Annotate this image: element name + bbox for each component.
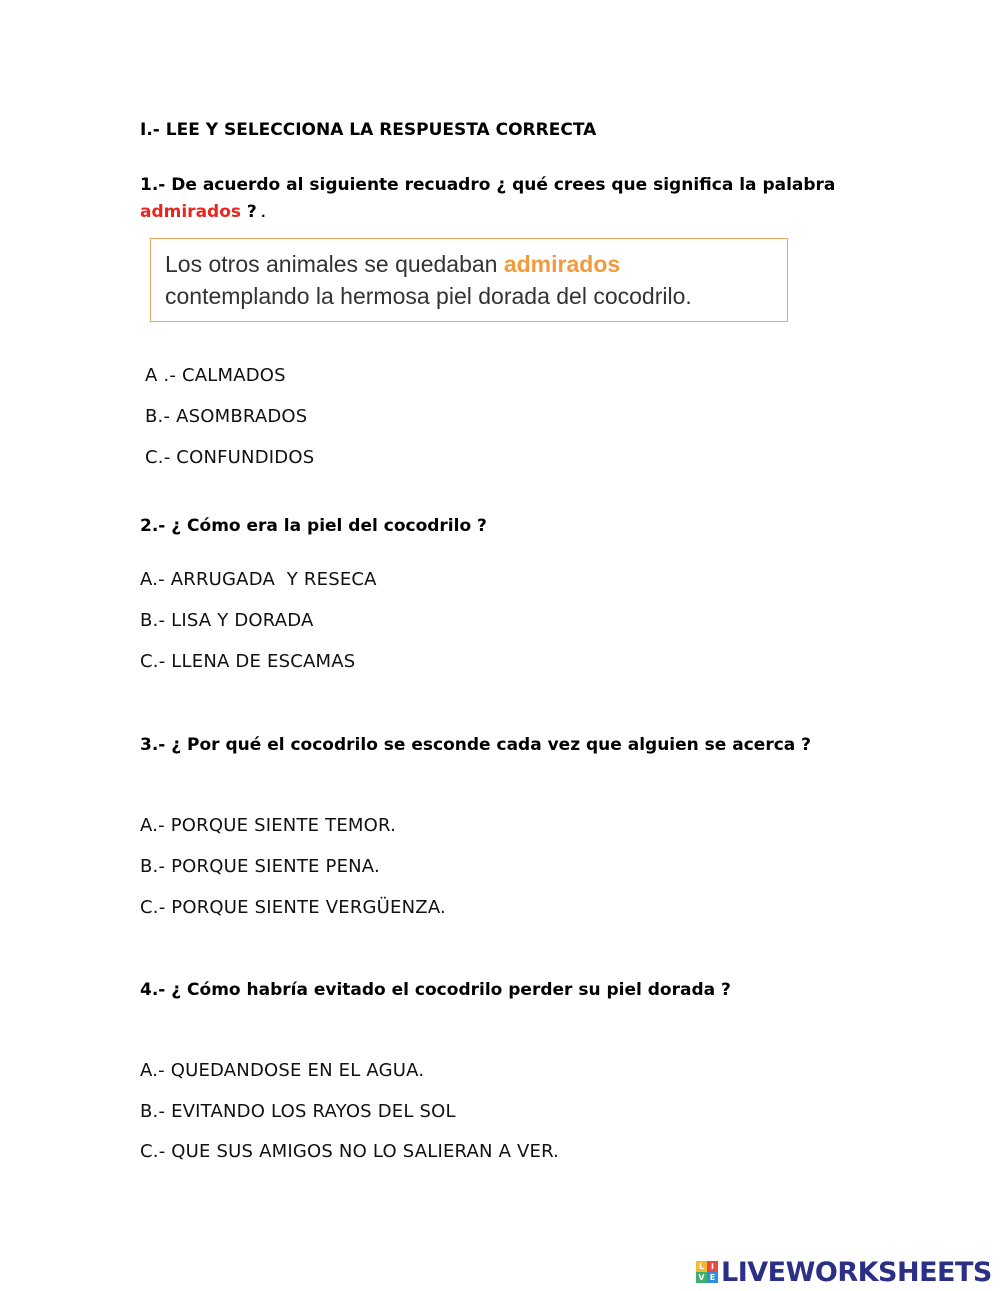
q3-option-c[interactable]: C.- PORQUE SIENTE VERGÜENZA.: [140, 897, 446, 918]
q3-option-a[interactable]: A.- PORQUE SIENTE TEMOR.: [140, 815, 397, 836]
q4-option-b[interactable]: B.- EVITANDO LOS RAYOS DEL SOL: [140, 1101, 456, 1122]
q1-option-a[interactable]: A .- CALMADOS: [145, 365, 286, 386]
q4-option-c[interactable]: C.- QUE SUS AMIGOS NO LO SALIERAN A VER.: [140, 1141, 560, 1162]
question-1-text: 1.- De acuerdo al siguiente recuadro ¿ qué crees que significa la palabra: [140, 175, 836, 195]
q2-option-c[interactable]: C.- LLENA DE ESCAMAS: [140, 651, 356, 672]
q3-option-b[interactable]: B.- PORQUE SIENTE PENA.: [140, 856, 380, 877]
q4-option-a[interactable]: A.- QUEDANDOSE EN EL AGUA.: [140, 1060, 425, 1081]
logo-cell: I: [707, 1261, 718, 1272]
passage-box: [150, 238, 788, 322]
logo-text: LIVEWORKSHEETS: [721, 1256, 992, 1288]
question-4: 4.- ¿ Cómo habría evitado el cocodrilo perder su piel dorada ?: [140, 980, 731, 1000]
passage-highlight: admirados: [503, 251, 621, 277]
q1-option-c[interactable]: C.- CONFUNDIDOS: [145, 447, 315, 468]
q2-option-a[interactable]: A.- ARRUGADA Y RESECA: [140, 569, 377, 590]
logo-cell: E: [707, 1272, 718, 1283]
q1-option-b[interactable]: B.- ASOMBRADOS: [145, 406, 308, 427]
logo-cell: V: [696, 1272, 707, 1283]
question-2: 2.- ¿ Cómo era la piel del cocodrilo ?: [140, 516, 487, 536]
question-3: 3.- ¿ Por qué el cocodrilo se esconde cada vez que alguien se acerca ?: [140, 735, 812, 755]
highlight-word: admirados: [140, 202, 242, 222]
logo-grid-icon: [696, 1261, 718, 1283]
passage-text: Los otros animales se quedaban: [165, 251, 504, 277]
passage-line-2: contemplando la hermosa piel dorada del cocodrilo.: [165, 283, 692, 309]
question-1: [140, 175, 835, 195]
logo-cell: L: [696, 1261, 707, 1272]
passage-line-1: [165, 251, 620, 278]
question-1-continuation: admirados ? .: [140, 202, 266, 222]
q2-option-b[interactable]: B.- LISA Y DORADA: [140, 610, 314, 631]
section-title: I.- LEE Y SELECCIONA LA RESPUESTA CORRECTA: [140, 120, 597, 140]
liveworksheets-logo: [696, 1257, 992, 1287]
question-1-end: ?: [241, 202, 257, 222]
